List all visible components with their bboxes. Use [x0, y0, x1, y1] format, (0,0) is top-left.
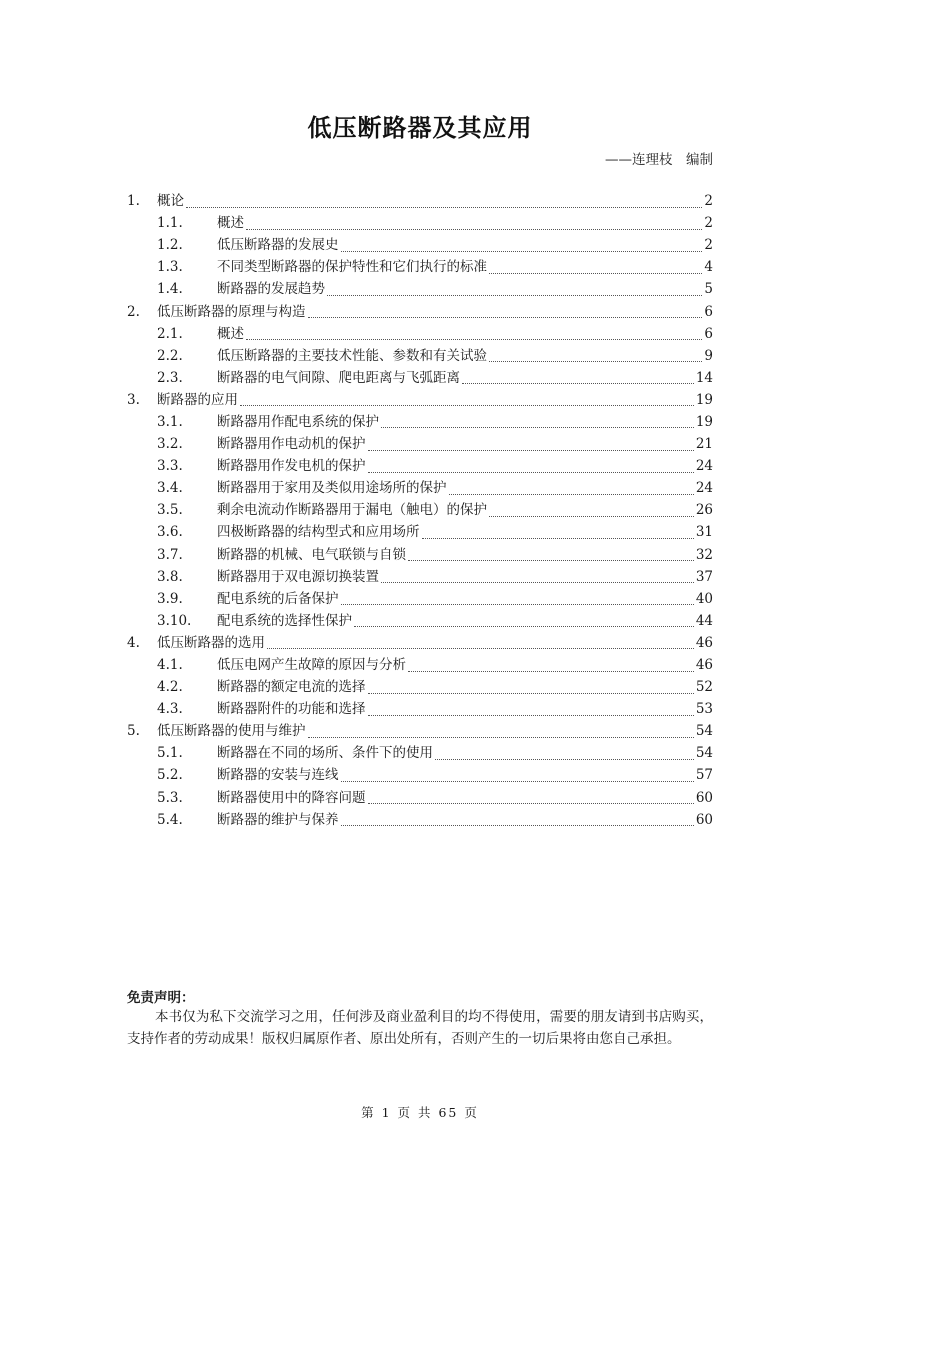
toc-entry-number: 3.8. — [157, 568, 183, 585]
toc-entry-page-number: 19 — [695, 413, 713, 430]
toc-section-entry[interactable] — [127, 367, 713, 389]
toc-dot-leader — [246, 219, 702, 230]
toc-entry-title: 断路器的电气间隙、爬电距离与飞弧距离 — [217, 369, 460, 386]
toc-entry-page-number: 40 — [695, 590, 713, 607]
toc-entry-page-number: 26 — [695, 502, 713, 519]
toc-section-entry[interactable] — [127, 698, 713, 720]
toc-dot-leader — [308, 727, 694, 738]
toc-entry-page-number: 31 — [695, 524, 713, 541]
toc-entry-title: 四极断路器的结构型式和应用场所 — [217, 524, 420, 541]
toc-entry-page-number: 4 — [704, 259, 713, 276]
document-title: 低压断路器及其应用 — [307, 114, 533, 142]
toc-entry-page-number: 37 — [695, 568, 713, 585]
toc-entry-number: 3.4. — [157, 480, 183, 497]
toc-dot-leader — [489, 506, 694, 517]
toc-entry-title: 配电系统的后备保护 — [217, 590, 339, 607]
toc-dot-leader — [341, 815, 694, 826]
toc-entry-page-number: 46 — [695, 657, 713, 674]
toc-section-entry[interactable] — [127, 654, 713, 676]
toc-entry-number: 5.3. — [157, 789, 183, 806]
toc-entry-page-number: 54 — [695, 723, 713, 740]
toc-entry-title: 断路器的安装与连线 — [217, 767, 339, 784]
toc-section-entry[interactable] — [127, 345, 713, 367]
toc-entry-title: 断路器的机械、电气联锁与自锁 — [217, 546, 406, 563]
toc-dot-leader — [381, 417, 694, 428]
toc-section-entry[interactable] — [127, 610, 713, 632]
toc-entry-number: 1.4. — [157, 281, 183, 298]
toc-entry-title: 低压断路器的发展史 — [217, 237, 339, 254]
toc-entry-number: 1.2. — [157, 237, 183, 254]
toc-section-entry[interactable] — [127, 411, 713, 433]
toc-dot-leader — [327, 285, 702, 296]
toc-entry-page-number: 44 — [695, 612, 713, 629]
toc-entry-title: 断路器的维护与保养 — [217, 811, 339, 828]
toc-entry-title: 概述 — [217, 215, 244, 232]
toc-dot-leader — [408, 550, 694, 561]
toc-entry-number: 5. — [127, 723, 140, 740]
toc-dot-leader — [368, 793, 694, 804]
toc-dot-leader — [408, 661, 694, 672]
toc-section-entry[interactable] — [127, 212, 713, 234]
toc-entry-number: 3. — [127, 391, 140, 408]
toc-entry-number: 1. — [127, 193, 140, 210]
toc-section-entry[interactable] — [127, 521, 713, 543]
toc-chapter-entry[interactable] — [127, 389, 713, 411]
toc-dot-leader — [489, 351, 702, 362]
toc-dot-leader — [422, 528, 694, 539]
toc-entry-title: 低压断路器的主要技术性能、参数和有关试验 — [217, 347, 487, 364]
toc-section-entry[interactable] — [127, 566, 713, 588]
toc-section-entry[interactable] — [127, 433, 713, 455]
toc-entry-number: 3.10. — [157, 612, 192, 629]
toc-entry-title: 断路器用于家用及类似用途场所的保护 — [217, 480, 447, 497]
toc-dot-leader — [267, 638, 694, 649]
toc-dot-leader — [354, 616, 694, 627]
toc-entry-number: 3.1. — [157, 413, 183, 430]
toc-entry-title: 低压电网产生故障的原因与分析 — [217, 657, 406, 674]
toc-entry-title: 断路器的发展趋势 — [217, 281, 325, 298]
toc-entry-page-number: 53 — [695, 701, 713, 718]
toc-entry-page-number: 6 — [704, 303, 713, 320]
toc-entry-title: 低压断路器的选用 — [157, 634, 265, 651]
toc-chapter-entry[interactable] — [127, 190, 713, 212]
toc-entry-title: 断路器用作配电系统的保护 — [217, 413, 379, 430]
toc-dot-leader — [368, 683, 694, 694]
toc-chapter-entry[interactable] — [127, 720, 713, 742]
toc-dot-leader — [449, 484, 694, 495]
toc-section-entry[interactable] — [127, 455, 713, 477]
toc-entry-number: 5.4. — [157, 811, 183, 828]
toc-entry-title: 断路器用作发电机的保护 — [217, 458, 366, 475]
toc-entry-number: 5.1. — [157, 745, 183, 762]
toc-entry-title: 剩余电流动作断路器用于漏电（触电）的保护 — [217, 502, 487, 519]
toc-entry-page-number: 21 — [695, 436, 713, 453]
disclaimer-heading: 免责声明： — [127, 990, 195, 1006]
toc-entry-number: 4.3. — [157, 701, 183, 718]
toc-dot-leader — [435, 749, 694, 760]
toc-section-entry[interactable] — [127, 764, 713, 786]
toc-entry-number: 3.7. — [157, 546, 183, 563]
toc-entry-title: 配电系统的选择性保护 — [217, 612, 352, 629]
toc-entry-title: 不同类型断路器的保护特性和它们执行的标准 — [217, 259, 487, 276]
toc-entry-page-number: 19 — [695, 391, 713, 408]
toc-section-entry[interactable] — [127, 323, 713, 345]
toc-chapter-entry[interactable] — [127, 300, 713, 322]
toc-section-entry[interactable] — [127, 809, 713, 831]
toc-entry-title: 断路器附件的功能和选择 — [217, 701, 366, 718]
toc-dot-leader — [186, 197, 702, 208]
toc-dot-leader — [368, 440, 694, 451]
toc-section-entry[interactable] — [127, 742, 713, 764]
toc-entry-title: 断路器的应用 — [157, 391, 238, 408]
toc-dot-leader — [489, 263, 702, 274]
toc-entry-title: 断路器使用中的降容问题 — [217, 789, 366, 806]
toc-entry-title: 低压断路器的使用与维护 — [157, 723, 306, 740]
toc-entry-number: 3.2. — [157, 436, 183, 453]
toc-entry-page-number: 52 — [695, 679, 713, 696]
toc-section-entry[interactable] — [127, 477, 713, 499]
toc-entry-page-number: 2 — [704, 237, 713, 254]
toc-entry-number: 1.3. — [157, 259, 183, 276]
toc-entry-page-number: 54 — [695, 745, 713, 762]
document-author: ——连理枝 编制 — [605, 152, 713, 168]
toc-entry-number: 4.1. — [157, 657, 183, 674]
toc-entry-page-number: 57 — [695, 767, 713, 784]
table-of-contents — [127, 190, 713, 831]
toc-section-entry[interactable] — [127, 256, 713, 278]
toc-section-entry[interactable] — [127, 676, 713, 698]
toc-entry-page-number: 2 — [704, 193, 713, 210]
toc-dot-leader — [368, 705, 694, 716]
toc-entry-number: 2.1. — [157, 325, 183, 342]
toc-entry-page-number: 14 — [695, 369, 713, 386]
page-footer: 第 1 页 共 65 页 — [361, 1105, 479, 1120]
toc-section-entry[interactable] — [127, 544, 713, 566]
toc-section-entry[interactable] — [127, 234, 713, 256]
toc-entry-page-number: 24 — [695, 458, 713, 475]
toc-dot-leader — [240, 395, 694, 406]
toc-entry-page-number: 6 — [704, 325, 713, 342]
toc-dot-leader — [246, 329, 702, 340]
toc-entry-page-number: 32 — [695, 546, 713, 563]
toc-entry-number: 3.5. — [157, 502, 183, 519]
toc-entry-title: 断路器用于双电源切换装置 — [217, 568, 379, 585]
toc-entry-number: 4.2. — [157, 679, 183, 696]
toc-entry-page-number: 60 — [695, 811, 713, 828]
toc-dot-leader — [308, 307, 703, 318]
toc-entry-page-number: 2 — [704, 215, 713, 232]
toc-dot-leader — [462, 373, 694, 384]
toc-chapter-entry[interactable] — [127, 632, 713, 654]
toc-entry-number: 4. — [127, 634, 140, 651]
toc-entry-page-number: 46 — [695, 634, 713, 651]
toc-section-entry[interactable] — [127, 787, 713, 809]
toc-entry-page-number: 5 — [704, 281, 713, 298]
toc-entry-number: 1.1. — [157, 215, 183, 232]
toc-entry-title: 断路器的额定电流的选择 — [217, 679, 366, 696]
toc-dot-leader — [341, 771, 694, 782]
toc-dot-leader — [368, 462, 694, 473]
toc-dot-leader — [341, 594, 694, 605]
toc-entry-number: 3.6. — [157, 524, 183, 541]
toc-section-entry[interactable] — [127, 499, 713, 521]
toc-dot-leader — [341, 241, 703, 252]
toc-entry-number: 3.3. — [157, 458, 183, 475]
toc-entry-title: 概论 — [157, 193, 184, 210]
toc-entry-title: 低压断路器的原理与构造 — [157, 303, 306, 320]
toc-entry-title: 断路器在不同的场所、条件下的使用 — [217, 745, 433, 762]
toc-entry-page-number: 60 — [695, 789, 713, 806]
toc-entry-page-number: 24 — [695, 480, 713, 497]
toc-entry-title: 概述 — [217, 325, 244, 342]
toc-dot-leader — [381, 572, 694, 583]
toc-entry-number: 5.2. — [157, 767, 183, 784]
toc-section-entry[interactable] — [127, 278, 713, 300]
toc-section-entry[interactable] — [127, 588, 713, 610]
toc-entry-number: 2. — [127, 303, 140, 320]
toc-entry-number: 2.2. — [157, 347, 183, 364]
toc-entry-number: 3.9. — [157, 590, 183, 607]
toc-entry-number: 2.3. — [157, 369, 183, 386]
toc-entry-page-number: 9 — [704, 347, 713, 364]
disclaimer-text: 本书仅为私下交流学习之用，任何涉及商业盈利目的均不得使用，需要的朋友请到书店购买，支持作者的劳动成果！版权归属原作者、原出处所有，否则产生的一切后果将由您自己承担。 — [127, 1009, 713, 1047]
toc-entry-title: 断路器用作电动机的保护 — [217, 436, 366, 453]
